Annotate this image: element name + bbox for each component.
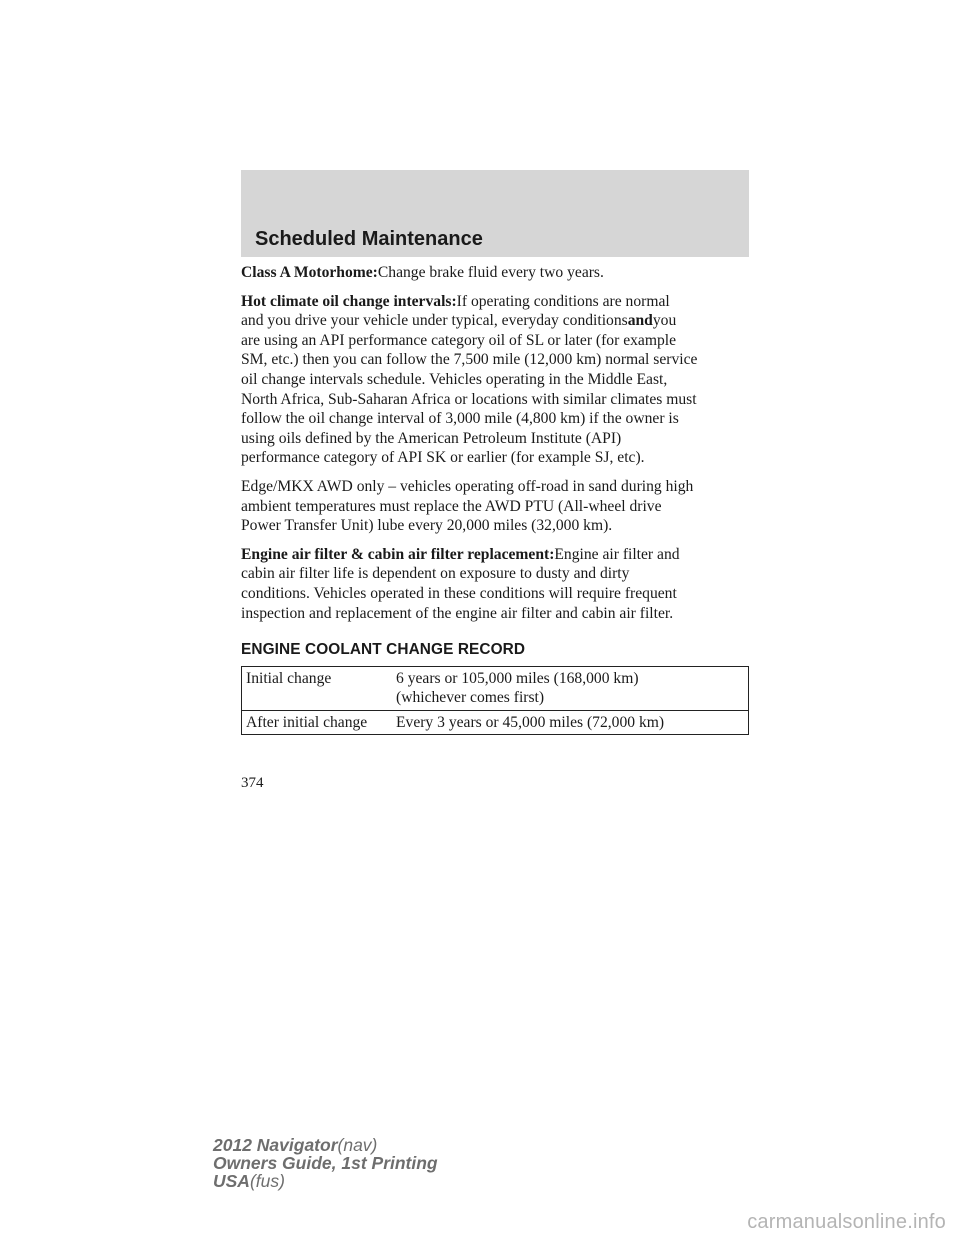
text-segment: If operating conditions are normal <box>456 292 670 310</box>
text-line: are using an API performance category oil of SL or later (for example <box>241 331 677 349</box>
emphasis-and: and <box>627 312 653 330</box>
section-title: Scheduled Maintenance <box>255 228 483 250</box>
text-line <box>241 545 749 565</box>
paragraph-class-a-motorhome <box>241 263 749 283</box>
footer-line: Owners Guide, 1st Printing <box>213 1153 438 1173</box>
paragraph-label: Class A Motorhome: <box>241 264 378 281</box>
paragraph-edge-mkx-awd <box>241 477 749 536</box>
footer-region: USA <box>213 1171 250 1191</box>
page-number: 374 <box>241 775 264 791</box>
table-cell-value <box>392 710 749 735</box>
text-line: 6 years or 105,000 miles (168,000 km) <box>396 669 639 687</box>
footer-code: (fus) <box>249 1171 285 1191</box>
section-header-band <box>241 170 749 257</box>
text-segment: and you drive your vehicle under typical, everyday conditions <box>241 312 628 330</box>
text-line: Edge/MKX AWD only – vehicles operating off-road in sand during high <box>241 477 694 495</box>
coolant-record-heading: ENGINE COOLANT CHANGE RECORD <box>241 641 526 659</box>
text-line: North Africa, Sub-Saharan Africa or locations with similar climates must <box>241 390 697 408</box>
text-line: SM, etc.) then you can follow the 7,500 mile (12,000 km) normal service <box>241 351 698 369</box>
document-footer <box>213 1136 438 1190</box>
table-cell-label: After initial change <box>242 710 393 735</box>
text-line <box>241 311 749 331</box>
footer-code: (nav) <box>337 1135 378 1155</box>
text-line: conditions. Vehicles operated in these conditions will require frequent <box>241 584 677 602</box>
table-cell-label: Initial change <box>246 669 332 687</box>
text-line: oil change intervals schedule. Vehicles operating in the Middle East, <box>241 370 668 388</box>
paragraph-hot-climate <box>241 292 749 468</box>
text-line: cabin air filter life is dependent on exposure to dusty and dirty <box>241 565 630 583</box>
text-line <box>241 292 749 312</box>
text-line: inspection and replacement of the engine air filter and cabin air filter. <box>241 604 674 622</box>
table-row <box>242 666 749 710</box>
text-segment: you <box>652 312 677 330</box>
text-line: (whichever comes first) <box>396 689 545 707</box>
page-content <box>241 263 749 735</box>
text-line: Every 3 years or 45,000 miles (72,000 km) <box>396 713 665 731</box>
text-line: follow the oil change interval of 3,000 mile (4,800 km) if the owner is <box>241 410 679 428</box>
coolant-record-table <box>241 666 749 736</box>
paragraph-label: Engine air filter & cabin air filter replacement: <box>241 545 555 563</box>
text-segment: Engine air filter and <box>554 545 680 563</box>
text-line: using oils defined by the American Petroleum Institute (API) <box>241 429 622 447</box>
paragraph-air-filter <box>241 545 749 623</box>
footer-line <box>213 1136 438 1154</box>
watermark-link[interactable]: carmanualsonline.info <box>747 1211 946 1233</box>
footer-model: 2012 Navigator <box>213 1135 338 1155</box>
table-row <box>242 710 749 735</box>
table-cell-value <box>392 666 749 710</box>
footer-line <box>213 1172 438 1190</box>
text-line: Power Transfer Unit) lube every 20,000 miles (32,000 km). <box>241 517 613 535</box>
text-line: ambient temperatures must replace the AWD PTU (All-wheel drive <box>241 497 662 515</box>
text-line: performance category of API SK or earlier (for example SJ, etc). <box>241 449 645 467</box>
paragraph-label: Hot climate oil change intervals: <box>241 292 457 310</box>
paragraph-text: Change brake fluid every two years. <box>377 264 604 281</box>
